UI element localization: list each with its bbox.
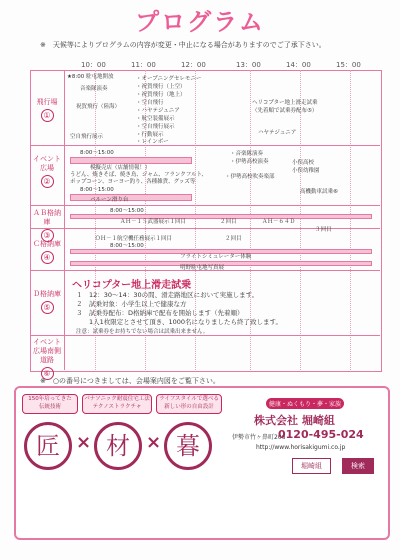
row-label-c-hangar [30,240,64,264]
event-text: ・オープニングセレモニー [136,76,202,82]
event-text: ＡＨ－６４Ｄ [262,219,296,225]
row-label-text: Ｄ格納庫 [33,290,61,298]
heli-line: ３ 試乗券配布：D格納庫で配布を開始します（先着順） [76,309,244,317]
footer-note: ※ ○の番号につきましては、会場案内図をご覧下さい。 [40,377,220,385]
event-text: フライトシミュレーター体験 [180,254,252,260]
event-text: ＯＨ－１航空機任務展示１回目 [95,236,173,242]
row-label-text: イベント広場 [33,155,61,172]
event-text: 音楽隊演奏 [80,86,108,92]
event-text: 明野駐屯地写真展 [180,265,225,271]
kanji-takumi: 匠 [24,422,72,470]
row-label-text: イベント広場南側道路 [33,338,61,364]
phone-number: 0120-495-024 [278,428,364,441]
event-text: ・空自飛行 [136,100,164,106]
event-text: ・伊勢高校吹奏楽部 [225,174,275,180]
company-url[interactable]: http://www.horisakigumi.co.jp [256,444,346,451]
event-text: 小俣幼稚園 [292,168,320,174]
event-text: 8:00～15:00 [80,150,114,156]
tagline-1-text: 150年培ってきた [28,396,72,402]
event-text: ・空自飛行展示 [136,124,175,130]
event-text: ハヤテジュニア [258,130,297,136]
time-1400: 14：00 [286,61,311,69]
row-label-text: 飛行場 [36,98,58,106]
row-label-text: ＡＢ格納庫 [33,209,61,226]
row-label-text: Ｃ格納庫 [33,240,61,248]
row-number: ⑤ [41,301,54,314]
notice-text: ※ 天候等によりプログラムの内容が変更・中止になる場合がありますのでご了承下さい。 [40,41,326,49]
event-bar [70,194,192,201]
event-text: バルーン滑り台 [90,197,129,203]
times-sign: × [76,432,92,453]
heli-line: 1人1枚限定とさせて頂き、1000名になりましたら終了致します。 [76,318,283,326]
tagline-3 [156,394,222,414]
time-1300: 13：00 [236,61,261,69]
row-divider [30,145,380,146]
company-name: 株式会社 堀崎組 [254,414,335,427]
row-number: ⑥ [41,367,54,380]
time-1200: 12：00 [181,61,206,69]
event-text: ・行動展示 [136,132,164,138]
event-text: ・祝賀飛行（上空） [136,84,186,90]
row-label-south-road [30,338,64,380]
tagline-3-text: ライフスタイルで選べる [159,396,219,402]
event-text: 高機動車試乗⑥ [300,189,338,195]
page-title: プログラム [135,8,265,36]
row-divider [30,205,380,206]
event-text: ２回目 [225,236,242,242]
tagline-2-text: パナソニック耐震住宅工法 [84,396,150,402]
event-text: 8:00～15:00 [80,187,114,193]
time-1000: 10：00 [81,61,106,69]
event-text: 8:00～15:00 [110,243,144,249]
search-term: 堀崎組 [292,458,331,474]
tagline-1b-text: 伝統技術 [38,404,61,410]
event-text: ・祝賀飛行（地上） [136,92,186,98]
tagline-1 [22,394,78,414]
event-text: ・ハヤテジュニア [136,108,180,114]
ad-box [14,386,390,540]
company-address: 伊勢市竹ヶ鼻町206 [232,434,286,441]
event-bar [70,157,192,164]
event-text: ・航空装備展示 [136,116,175,122]
event-text: ２回目 [220,219,237,225]
slogan-badge: 健康・ぬくもり・夢・家族 [266,398,344,409]
heli-line: ２ 試乗対象：小学生以上で健康な方 [76,300,187,308]
heli-line: １ 12：30～14：30の間、滑走路地区において実施します。 [76,291,259,299]
heli-taxi-heading: ヘリコプター地上滑走試乗 [72,280,192,291]
event-text: ★8:00 駐屯地開放 [67,74,114,80]
search-button[interactable]: 検索 [342,458,374,474]
row-label-d-hangar [30,290,64,314]
row-label-airfield [30,98,64,122]
times-sign: × [146,432,162,453]
row-number: ④ [41,251,54,264]
row-number: ③ [41,229,54,242]
col-line [350,70,351,370]
row-number: ② [41,175,54,188]
col-line [300,70,301,370]
event-text: （先着順で試乗券配布⑤） [252,108,318,114]
kanji-zai: 材 [94,422,142,470]
event-text: ヘリコプター地上滑走試乗 [252,100,318,106]
row-label-ab-hangar [30,209,64,242]
event-text: ３回目 [315,227,332,233]
event-text: ＡＨ－１５武器展示１回目 [120,219,187,225]
tagline-3b-text: 新しい形の自由設計 [164,404,214,410]
event-text: 8:00～15:00 [110,208,144,214]
kanji-kurashi: 暮 [164,422,212,470]
time-1500: 15：00 [336,61,361,69]
tagline-2b-text: テクノストラクチャ [92,404,142,410]
event-text: 祝賀飛行（陸海） [76,104,121,110]
row-number: ① [41,109,54,122]
event-text: ・音楽隊演奏 [230,151,264,157]
event-text: ・レインボー [136,139,169,145]
heli-line: 注意：試乗券をお持ちでない場合は試乗出来ません。 [76,329,209,335]
event-text: 空自飛行展示 [70,134,104,140]
event-text: 模擬売店（店舗情報！） [90,165,151,171]
event-text: うどん、焼きそば、焼き鳥、ジャム、フランクフルト、 [70,172,208,178]
row-label-event-plaza [30,155,64,188]
event-text: ・伊勢高校演奏 [230,159,269,165]
event-text: 小俣高校 [292,160,315,166]
event-text: ポップコーン、ヨーヨー釣り、各種雑貨、グッズ等 [70,179,196,185]
label-divider [64,70,65,370]
tagline-2 [82,394,152,414]
time-1100: 11：00 [131,61,156,69]
